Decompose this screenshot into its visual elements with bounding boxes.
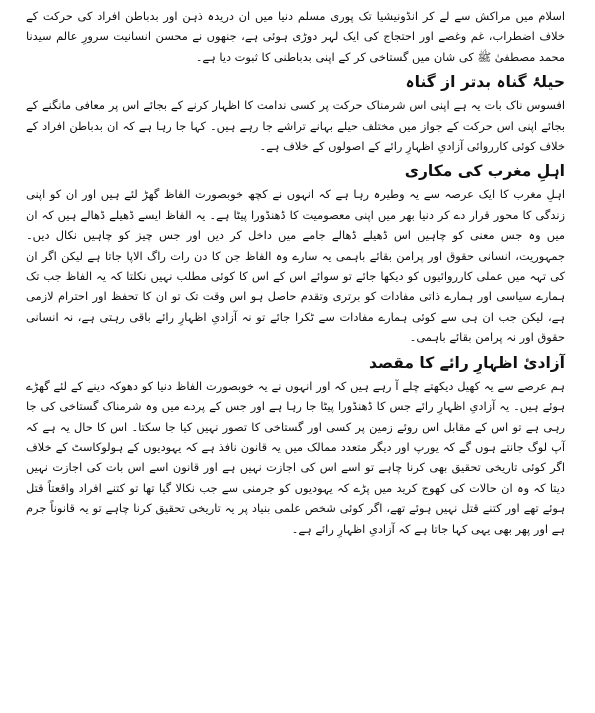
section-heading-freedom: آزادیٔ اظہارِ رائے کا مقصد [369,353,565,372]
section-paragraph-west: اہلِ مغرب کا ایک عرصہ سے یہ وطیرہ رہا ہے کہ انہوں نے کچھ خوبصورت الفاظ گھڑ لئے ہیں اور ان کو اپنی زندگی کا محور قرار دے کر دنیا بھر میں اپنی معصومیت کا ڈھنڈورا پیٹا ہے۔ یہ الفاظ ایسے ڈھیلے ڈھالے ہیں کہ ان میں وہ جس معنی کو چاہیں اس ڈھیلے ڈھالے جامے میں داخل کر دیں اور جس چیز کو چاہیں نکال دیں۔ جمہوریت، انسانی حقوق اور پرامن بقائے باہمی یہ سارے وہ الفاظ جن کا دن رات راگ الاپا جاتا ہے لیکن اگر ان کی تہہ میں عملی کارروائیوں کو دیکھا جائے تو سوائے اس کے اس کا کوئی مطلب نہیں نکلتا کہ یہ الفاظ جب تک ہمارے سیاسی اور ہمارے ذاتی مفادات کو برتری وتقدم حاصل ہو اس وقت تک تو ان کا تحفظ اور احترام لازمی ہے، لیکن جب ان ہی سے کوئی ہمارے مفادات سے ٹکرا جائے تو نہ آزادیِ اظہارِ رائے باقی رہتی ہے، نہ انسانی حقوق اور نہ پرامن بقائے باہمی۔ [26,187,565,345]
section-heading-sin: حیلۂ گناہ بدتر از گناہ [405,73,565,92]
intro-paragraph: اسلام میں مراکش سے لے کر انڈونیشیا تک پوری مسلم دنیا میں ان دریدہ ذہن اور بدباطن افراد کی حرکت کے خلاف اضطراب، غم وغصے اور احتجاج کی ایک لہر دوڑی ہوئی ہے، جنھوں نے محسن انسانیت سرورِ عالم سیدنا محمد مصطفیٰ ﷺ کی شان میں گستاخی کر کے اپنی بدباطنی کا ثبوت دیا ہے۔ [26,9,565,64]
section-paragraph-freedom: ہم عرصے سے یہ کھیل دیکھتے چلے آ رہے ہیں کہ اور انہوں نے یہ خوبصورت الفاظ دنیا کو دھوکہ دینے کے لئے گھڑے ہوئے ہیں۔ یہ آزادیِ اظہارِ رائے جس کا ڈھنڈورا پیٹا جا رہا ہے اور جس کے پردے میں وہ شرمناک گستاخی کی جا رہی ہے تو اس کے مقابل اس روئے زمین پر کسی اور گستاخی کا تصور نہیں کیا جا سکتا۔ اس کا حال یہ ہے کہ آپ لوگ جانتے ہوں گے کہ یورپ اور دیگر متعدد ممالک میں یہ قانون نافذ ہے کہ یہودیوں کے ہولوکاسٹ کے خلاف اگر کوئی تاریخی تحقیق بھی کرنا چاہے تو اسے اس کی اجازت نہیں ہے اور قانون اسے اس بات کی اجازت نہیں دیتا کہ وہ ان حالات کی کھوج کرید میں پڑے کہ یہودیوں کو جرمنی سے جب نکالا گیا تھا تو کتنے افراد واقعتاً قتل ہوئے تھے اور کتنے قتل نہیں ہوئے تھے، اگر کوئی شخص علمی بنیاد پر یہ تاریخی تحقیق کرنا چاہے تو یہ قانوناً جرم ہے اور پھر بھی یہی کہا جاتا ہے کہ آزادیِ اظہارِ رائے ہے۔ [26,378,565,536]
section-heading-west: اہلِ مغرب کی مکاری [404,162,565,181]
section-paragraph-sin: افسوس ناک بات یہ ہے اپنی اس شرمناک حرکت پر کسی ندامت کا اظہار کرنے کے بجائے اس پر معافی مانگنے کے بجائے اپنی اس حرکت کے جواز میں مختلف حیلے بہانے تراشے جا رہے ہیں۔ کہا جا رہا ہے کہ ان بدباطن افراد کے خلاف کوئی کارروائی آزادیِ اظہارِ رائے کے اصولوں کے خلاف ہے۔ [26,98,565,154]
